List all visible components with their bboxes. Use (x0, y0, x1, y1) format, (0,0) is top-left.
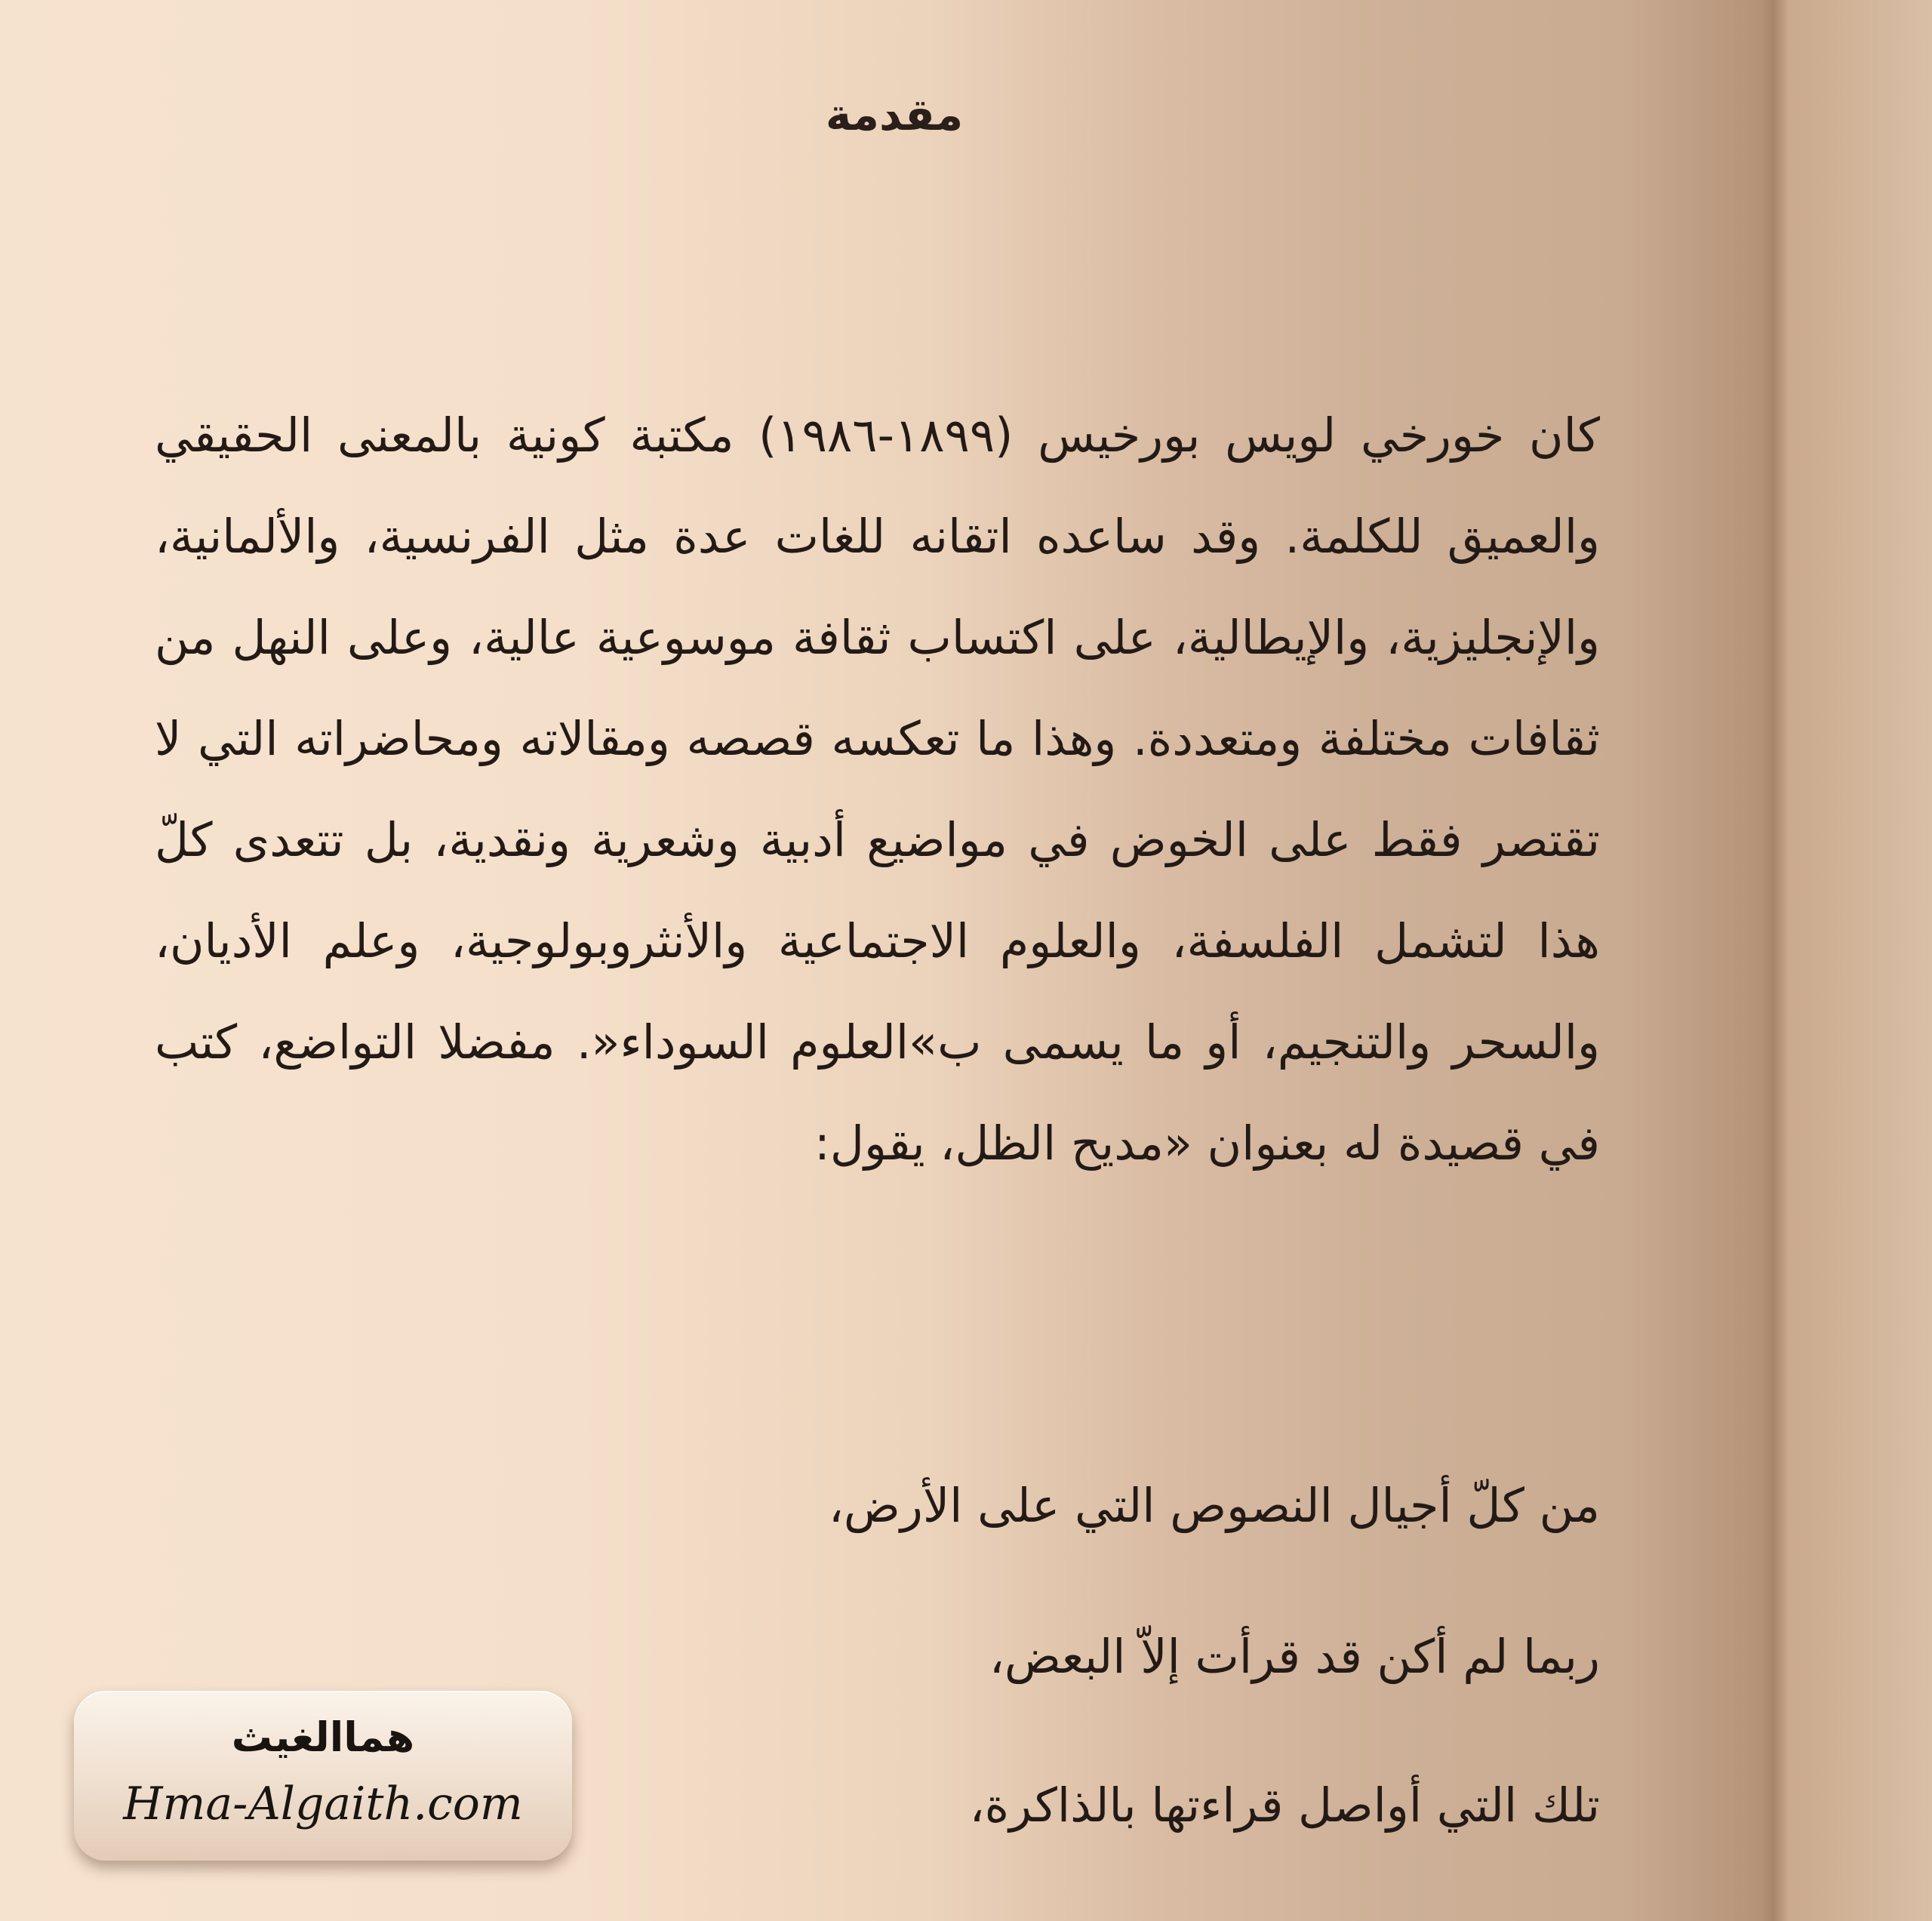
book-spine-shadow (1758, 0, 1789, 1921)
body-paragraph: كان خورخي لويس بورخيس (١٨٩٩-١٩٨٦) مكتبة كونية بالمعنى الحقيقي والعميق للكلمة. وقد ساعده اتقانه للغات عدة مثل الفرنسية، والألمانية، والإنجليزية، والإيطالية، على اكتساب ثقافة موسوعية عالية، وعلى النهل من ثقافات مختلفة ومتعددة. وهذا ما تعكسه قصصه ومقالاته ومحاضراته التي لا تقتصر فقط على الخوض في مواضيع أدبية وشعرية ونقدية، بل تتعدى كلّ هذا لتشمل الفلسفة، والعلوم الاجتماعية والأنثروبولوجية، وعلم الأديان، والسحر والتنجيم، أو ما يسمى ب»العلوم السوداء«. مفضلا التواضع، كتب في قصيدة له بعنوان «مديح الظل، يقول: (155, 408, 1600, 1171)
page-title: مقدمة (825, 89, 964, 140)
poem-line-2: ربما لم أكن قد قرأت إلاّ البعض، (989, 1629, 1600, 1684)
poem-line-3: تلك التي أواصل قراءتها بالذاكرة، (969, 1778, 1600, 1833)
watermark-url: Hma-Algaith.com (123, 1778, 523, 1830)
watermark-badge (74, 1691, 572, 1861)
watermark-name: هماالغيث (231, 1713, 415, 1761)
poem-line-1: من كلّ أجيال النصوص التي على الأرض، (828, 1478, 1600, 1533)
